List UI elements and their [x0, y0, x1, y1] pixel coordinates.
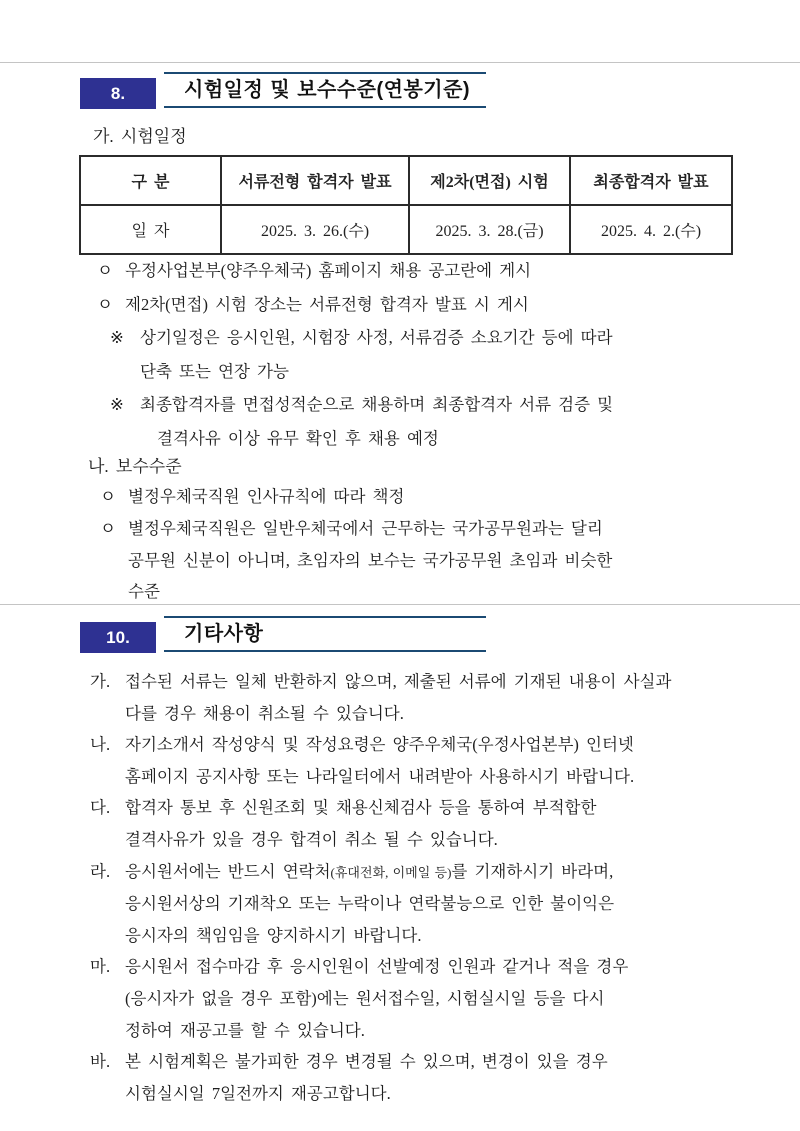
note-line	[97, 355, 787, 389]
section-8-header	[80, 72, 730, 110]
exam-schedule-table	[79, 155, 733, 255]
note-text: 수준	[128, 582, 160, 602]
item-text: 응시원서상의 기재착오 또는 누락이나 연락불능으로 인한 불이익은	[125, 894, 615, 914]
etc-item-continuation	[90, 888, 780, 920]
section-8-title: 시험일정 및 보수수준(연봉기준)	[164, 72, 486, 108]
table-cell: 2025. 3. 26.(수)	[221, 205, 409, 254]
section-8-badge: 8.	[80, 78, 156, 109]
note-text: 결격사유 이상 유무 확인 후 채용 예정	[157, 428, 439, 448]
item-text: 합격자 통보 후 신원조회 및 채용신체검사 등을 통하여 부적합한	[125, 798, 597, 818]
item-text: 정하여 재공고를 할 수 있습니다.	[125, 1020, 365, 1040]
etc-item-continuation	[90, 698, 780, 730]
etc-item	[90, 856, 780, 889]
item-text: (응시자가 없을 경우 포함)에는 원서접수일, 시험실시일 등을 다시	[125, 988, 605, 1008]
note-text: 제2차(면접) 시험 장소는 서류전형 합격자 발표 시 게시	[125, 294, 529, 314]
table-cell: 일 자	[80, 205, 221, 254]
item-text: 자기소개서 작성양식 및 작성요령은 양주우체국(우정사업본부) 인터넷	[125, 735, 634, 755]
item-text: 시험실시일 7일전까지 재공고합니다.	[125, 1083, 391, 1103]
section-10-title: 기타사항	[164, 616, 486, 652]
table-header-cell: 최종합격자 발표	[570, 156, 732, 205]
circle-bullet: ㅇ	[100, 518, 116, 538]
etc-item	[90, 792, 780, 824]
note-line	[100, 481, 790, 513]
table-data-row	[80, 205, 732, 254]
schedule-notes	[97, 254, 787, 456]
item-label: 라.	[90, 861, 111, 881]
table-header-cell: 서류전형 합격자 발표	[221, 156, 409, 205]
note-line	[97, 288, 787, 322]
item-label: 가.	[90, 672, 111, 691]
etc-item-continuation	[90, 983, 780, 1015]
item-text: 결격사유가 있을 경우 합격이 취소 될 수 있습니다.	[125, 829, 498, 849]
note-text: 우정사업본부(양주우체국) 홈페이지 채용 공고란에 게시	[125, 261, 532, 280]
note-line	[100, 545, 790, 577]
item-label: 다.	[90, 798, 111, 818]
reference-mark: ※	[110, 328, 124, 348]
item-text-small: (휴대전화, 이메일 등)	[330, 864, 452, 880]
note-line	[97, 254, 787, 288]
table-header-cell: 제2차(면접) 시험	[409, 156, 570, 205]
etc-item	[90, 729, 780, 761]
note-text: 상기일정은 응시인원, 시험장 사정, 서류검증 소요기간 등에 따라	[140, 328, 613, 348]
table-header-cell: 구 분	[80, 156, 221, 205]
item-text: 를 기재하시기 바라며,	[451, 861, 614, 881]
item-text: 응시원서에는 반드시 연락처	[125, 861, 331, 881]
circle-bullet: ㅇ	[97, 294, 113, 314]
reference-mark: ※	[110, 395, 124, 415]
table-cell: 2025. 4. 2.(수)	[570, 205, 732, 254]
circle-bullet: ㅇ	[97, 261, 113, 280]
item-label: 마.	[90, 957, 111, 977]
section-divider-line	[0, 604, 800, 605]
note-text: 별정우체국직원은 일반우체국에서 근무하는 국가공무원과는 달리	[128, 518, 603, 538]
etc-item-continuation	[90, 824, 780, 856]
item-text: 응시자의 책임임을 양지하시기 바랍니다.	[125, 925, 422, 945]
etc-item	[90, 666, 780, 698]
etc-item-continuation	[90, 920, 780, 952]
item-text: 홈페이지 공지사항 또는 나라일터에서 내려받아 사용하시기 바랍니다.	[125, 766, 635, 786]
section-10-header	[80, 616, 730, 654]
circle-bullet: ㅇ	[100, 487, 116, 506]
note-line	[100, 513, 790, 545]
note-text: 단축 또는 연장 가능	[140, 361, 289, 381]
note-text: 최종합격자를 면접성적순으로 채용하며 최종합격자 서류 검증 및	[140, 395, 614, 415]
etc-items-list	[90, 666, 780, 1109]
section-10-badge: 10.	[80, 622, 156, 653]
etc-item-continuation	[90, 1015, 780, 1047]
item-label: 바.	[90, 1052, 111, 1072]
etc-item	[90, 951, 780, 983]
subsection-b-heading: 나. 보수수준	[88, 457, 182, 476]
note-line	[97, 422, 787, 456]
note-line	[97, 388, 787, 422]
etc-item	[90, 1046, 780, 1078]
item-text: 접수된 서류는 일체 반환하지 않으며, 제출된 서류에 기재된 내용이 사실과	[125, 672, 672, 691]
note-line	[97, 321, 787, 355]
note-text: 별정우체국직원 인사규칙에 따라 책정	[128, 487, 405, 506]
item-label: 나.	[90, 735, 111, 755]
etc-item-continuation	[90, 1078, 780, 1110]
etc-item-continuation	[90, 761, 780, 793]
table-cell: 2025. 3. 28.(금)	[409, 205, 570, 254]
item-text: 본 시험계획은 불가피한 경우 변경될 수 있으며, 변경이 있을 경우	[125, 1052, 608, 1072]
table-header-row	[80, 156, 732, 205]
item-text: 응시원서 접수마감 후 응시인원이 선발예정 인원과 같거나 적을 경우	[125, 957, 629, 977]
subsection-a-heading: 가. 시험일정	[93, 127, 187, 146]
note-text: 공무원 신분이 아니며, 초임자의 보수는 국가공무원 초임과 비슷한	[128, 550, 613, 570]
pay-notes	[100, 481, 790, 608]
top-divider-line	[0, 62, 800, 63]
item-text: 다를 경우 채용이 취소될 수 있습니다.	[125, 703, 404, 723]
